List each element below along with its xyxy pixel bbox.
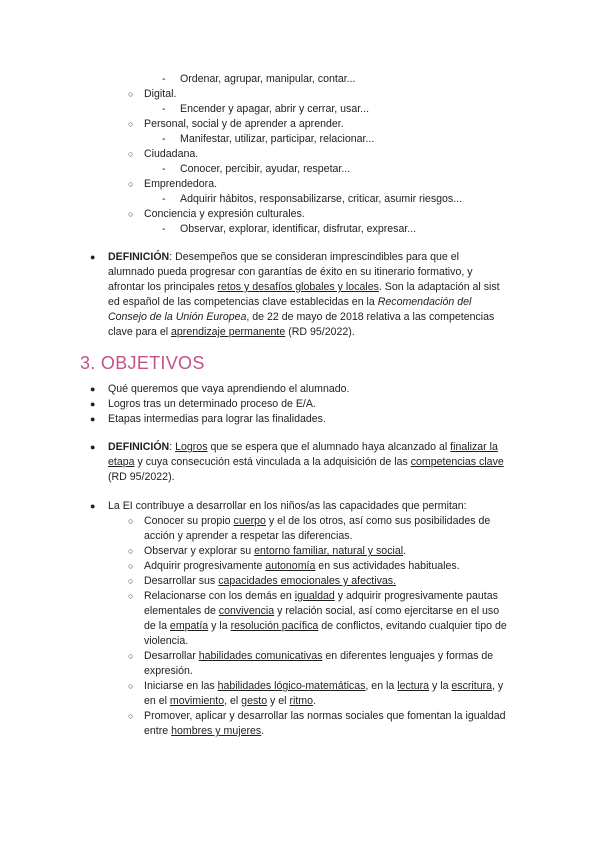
list-item-continuation: entre hombres y mujeres. (144, 725, 265, 737)
definition-label: DEFINICIÓN (108, 441, 170, 453)
definition-label: DEFINICIÓN (108, 251, 170, 263)
circle-bullet-icon: ○ (128, 179, 134, 189)
list-item-continuation: acción y aprender a respetar las diferencias. (144, 530, 353, 542)
list-item: Promover, aplicar y desarrollar las normas sociales que fomentan la igualdad (144, 710, 506, 722)
italic-citation: Consejo de la Unión Europea (108, 311, 247, 323)
definition-line: (RD 95/2022). (108, 471, 175, 483)
list-item: Qué queremos que vaya aprendiendo el alumnado. (108, 383, 350, 395)
circle-bullet-icon: ○ (128, 711, 134, 721)
bullet-icon: ● (90, 501, 96, 511)
underlined-term: convivencia (218, 605, 275, 617)
definition-line: clave para el aprendizaje permanente (RD 95/2022). (108, 326, 355, 338)
circle-bullet-icon: ○ (128, 119, 134, 129)
underlined-term: habilidades lógico-matemáticas (217, 680, 366, 692)
list-item: Encender y apagar, abrir y cerrar, usar... (180, 103, 370, 115)
list-item: Adquirir progresivamente autonomía en sus actividades habituales. (144, 560, 460, 572)
capacities-intro: La EI contribuye a desarrollar en los niños/as las capacidades que permitan: (108, 500, 467, 512)
dash-marker: - (162, 133, 166, 145)
circle-bullet-icon: ○ (128, 561, 134, 571)
underlined-term: capacidades emocionales y afectivas. (218, 575, 397, 587)
dash-marker: - (162, 223, 166, 235)
definition-line: ed español de las competencias clave establecidas en la Recomendación del (108, 296, 472, 308)
list-item-continuation: en el movimiento, el gesto y el ritmo. (144, 695, 316, 707)
underlined-term: retos y desafíos globales y locales (217, 281, 379, 293)
list-item-continuation: de la empatía y la resolución pacífica de conflictos, evitando cualquier tipo de (144, 620, 507, 632)
list-item: Adquirir hábitos, responsabilizarse, criticar, asumir riesgos... (180, 193, 463, 205)
definition-line: Consejo de la Unión Europea, de 22 de mayo de 2018 relativa a las competencias (108, 311, 495, 323)
dash-marker: - (162, 193, 166, 205)
underlined-term: cuerpo (233, 515, 266, 527)
list-item-continuation: violencia. (144, 635, 189, 647)
underlined-term: empatía (169, 620, 209, 632)
definition-line: etapa y cuya consecución está vinculada a la adquisición de las competencias clave (108, 456, 504, 468)
list-item: Iniciarse en las habilidades lógico-matemáticas, en la lectura y la escritura, y (144, 680, 504, 692)
definition-line: DEFINICIÓN: Desempeños que se consideran imprescindibles para que el (108, 251, 459, 263)
circle-bullet-icon: ○ (128, 546, 134, 556)
underlined-term: hombres y mujeres (171, 725, 262, 737)
dash-marker: - (162, 73, 166, 85)
list-item-continuation: elementales de convivencia y relación social, así como ejercitarse en el uso (144, 605, 500, 617)
circle-bullet-icon: ○ (128, 591, 134, 601)
list-item: Manifestar, utilizar, participar, relacionar... (180, 133, 375, 145)
list-item: Logros tras un determinado proceso de E/A. (108, 398, 316, 410)
list-item: Conocer, percibir, ayudar, respetar... (180, 163, 351, 175)
list-item: Desarrollar habilidades comunicativas en diferentes lenguajes y formas de (144, 650, 494, 662)
underlined-term: lectura (397, 680, 430, 692)
list-item: Relacionarse con los demás en igualdad y adquirir progresivamente pautas (144, 590, 498, 602)
list-item: Emprendedora. (144, 178, 218, 190)
circle-bullet-icon: ○ (128, 209, 134, 219)
bullet-icon: ● (90, 399, 96, 409)
underlined-term: gesto (241, 695, 268, 707)
circle-bullet-icon: ○ (128, 651, 134, 661)
definition-line: alumnado pueda progresar con garantías de éxito en su itinerario formativo, y (108, 266, 473, 278)
definition-line: afrontar los principales retos y desafíos globales y locales. Son la adaptación al sist (108, 281, 500, 293)
circle-bullet-icon: ○ (128, 576, 134, 586)
circle-bullet-icon: ○ (128, 681, 134, 691)
underlined-term: Logros (175, 441, 208, 453)
underlined-term: competencias clave (410, 456, 504, 468)
underlined-term: finalizar la (450, 441, 498, 453)
list-item: Desarrollar sus capacidades emocionales y afectivas. (144, 575, 397, 587)
underlined-term: etapa (108, 456, 135, 468)
underlined-term: aprendizaje permanente (171, 326, 286, 338)
underlined-term: escritura (451, 680, 493, 692)
list-item: Ciudadana. (144, 148, 199, 160)
bullet-icon: ● (90, 414, 96, 424)
dash-marker: - (162, 163, 166, 175)
underlined-term: igualdad (294, 590, 335, 602)
bullet-icon: ● (90, 252, 96, 262)
underlined-term: entorno familiar, natural y social (254, 545, 404, 557)
list-item: Ordenar, agrupar, manipular, contar... (180, 73, 356, 85)
list-item: Conocer su propio cuerpo y el de los otros, así como sus posibilidades de (144, 515, 491, 527)
circle-bullet-icon: ○ (128, 89, 134, 99)
underlined-term: resolución pacífica (230, 620, 319, 632)
circle-bullet-icon: ○ (128, 149, 134, 159)
underlined-term: habilidades comunicativas (198, 650, 323, 662)
italic-citation: Recomendación del (377, 296, 472, 308)
list-item: Conciencia y expresión culturales. (144, 208, 305, 220)
circle-bullet-icon: ○ (128, 516, 134, 526)
section-heading: 3. OBJETIVOS (80, 353, 205, 373)
list-item: Observar y explorar su entorno familiar, natural y social. (144, 545, 407, 557)
bullet-icon: ● (90, 384, 96, 394)
dash-marker: - (162, 103, 166, 115)
definition-line: DEFINICIÓN: Logros que se espera que el alumnado haya alcanzado al finalizar la (108, 441, 498, 453)
bullet-icon: ● (90, 442, 96, 452)
list-item: Personal, social y de aprender a aprender. (144, 118, 344, 130)
list-item: Etapas intermedias para lograr las finalidades. (108, 413, 326, 425)
underlined-term: autonomía (265, 560, 316, 572)
list-item: Digital. (144, 88, 177, 100)
list-item: Observar, explorar, identificar, disfrutar, expresar... (180, 223, 417, 235)
list-item-continuation: expresión. (144, 665, 193, 677)
underlined-term: movimiento (169, 695, 225, 707)
underlined-term: ritmo (289, 695, 314, 707)
